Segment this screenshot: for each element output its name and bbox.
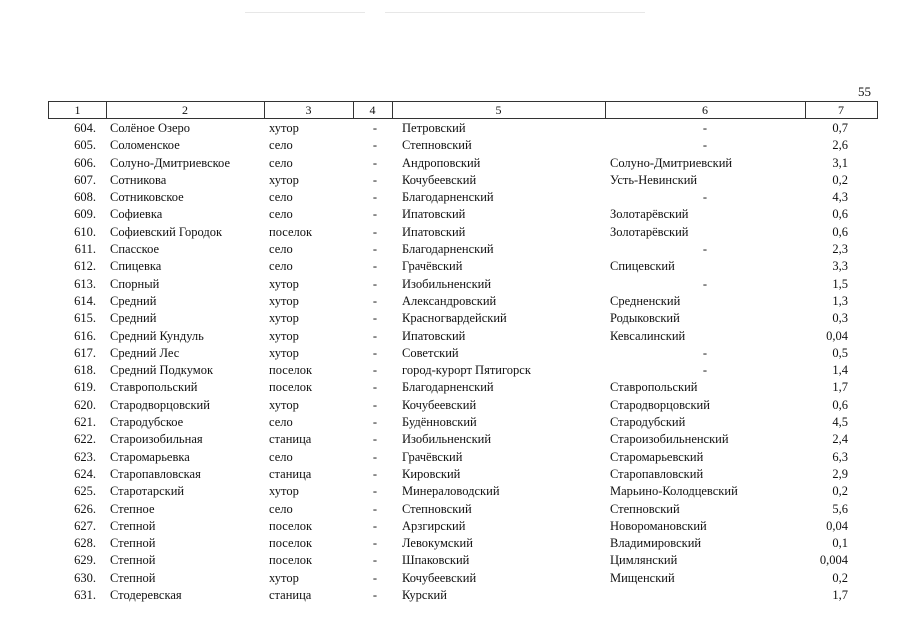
row-number: 623. — [74, 449, 96, 464]
table-row — [48, 189, 878, 206]
district-name: Изобильненский — [402, 432, 492, 447]
row-number: 619. — [74, 380, 96, 395]
settlement-name: Софиевка — [110, 207, 163, 222]
municipality-name: Староизобильненский — [610, 432, 729, 447]
district-name: Кочубеевский — [402, 397, 477, 412]
distance-value: 0,04 — [826, 328, 848, 343]
settlement-name: Ставропольский — [110, 380, 198, 395]
settlement-type: поселок — [269, 363, 313, 378]
settlement-name: Спицевка — [110, 259, 162, 274]
col4-dash: - — [372, 242, 378, 257]
settlement-type: хутор — [269, 172, 299, 187]
municipality-name: Марьино-Колодцевский — [610, 484, 738, 499]
col4-dash: - — [372, 518, 378, 533]
col4-dash: - — [372, 501, 378, 516]
settlement-name: Средний — [110, 311, 157, 326]
municipality-name: - — [702, 138, 708, 153]
district-name: Арзгирский — [402, 518, 466, 533]
row-number: 614. — [74, 293, 96, 308]
municipality-name: - — [702, 363, 708, 378]
table-row — [48, 379, 878, 396]
district-name: Кировский — [402, 466, 461, 481]
settlement-type: село — [269, 449, 293, 464]
municipality-name: Усть-Невинский — [610, 172, 698, 187]
distance-value: 3,1 — [832, 155, 848, 170]
settlement-name: Спасское — [110, 242, 160, 257]
col4-dash: - — [372, 536, 378, 551]
settlement-name: Стодеревская — [110, 588, 182, 603]
municipality-name: Стародубский — [610, 415, 686, 430]
settlement-type: хутор — [269, 397, 299, 412]
row-number: 608. — [74, 190, 96, 205]
table-row — [48, 552, 878, 569]
col4-dash: - — [372, 363, 378, 378]
distance-value: 4,5 — [832, 415, 848, 430]
row-number: 620. — [74, 397, 96, 412]
settlement-type: село — [269, 501, 293, 516]
header-col-4: 4 — [353, 102, 393, 118]
col4-dash: - — [372, 276, 378, 291]
district-name: город-курорт Пятигорск — [402, 363, 531, 378]
row-number: 609. — [74, 207, 96, 222]
header-col-2: 2 — [106, 102, 265, 118]
col4-dash: - — [372, 311, 378, 326]
col4-dash: - — [372, 172, 378, 187]
municipality-name: Новоромановский — [610, 518, 707, 533]
settlement-type: хутор — [269, 311, 299, 326]
settlement-name: Солуно-Дмитриевское — [110, 155, 231, 170]
row-number: 606. — [74, 155, 96, 170]
row-number: 630. — [74, 570, 96, 585]
row-number: 629. — [74, 553, 96, 568]
distance-value: 2,4 — [832, 432, 848, 447]
table-row — [48, 414, 878, 431]
row-number: 607. — [74, 172, 96, 187]
distance-value: 3,3 — [832, 259, 848, 274]
settlement-name: Старотарский — [110, 484, 185, 499]
settlement-name: Софиевский Городок — [110, 224, 223, 239]
municipality-name: Спицевский — [610, 259, 675, 274]
settlement-type: поселок — [269, 224, 313, 239]
header-col-5: 5 — [392, 102, 606, 118]
district-name: Андроповский — [402, 155, 481, 170]
settlement-name: Степной — [110, 570, 156, 585]
district-name: Александровский — [402, 293, 497, 308]
municipality-name: Родыковский — [610, 311, 680, 326]
settlement-name: Стародубское — [110, 415, 184, 430]
row-number: 621. — [74, 415, 96, 430]
district-name: Ипатовский — [402, 224, 466, 239]
district-name: Красногвардейский — [402, 311, 507, 326]
settlement-type: хутор — [269, 121, 299, 135]
row-number: 615. — [74, 311, 96, 326]
col4-dash: - — [372, 588, 378, 603]
settlements-table — [48, 101, 878, 604]
municipality-name: Старопавловский — [610, 466, 704, 481]
distance-value: 0,5 — [832, 345, 848, 360]
municipality-name: - — [702, 242, 708, 257]
table-row — [48, 466, 878, 483]
row-number: 605. — [74, 138, 96, 153]
table-row — [48, 120, 878, 137]
row-number: 618. — [74, 363, 96, 378]
settlement-name: Степной — [110, 518, 156, 533]
settlement-type: поселок — [269, 536, 313, 551]
col4-dash: - — [372, 570, 378, 585]
col4-dash: - — [372, 138, 378, 153]
distance-value: 0,2 — [832, 172, 848, 187]
distance-value: 1,4 — [832, 363, 848, 378]
table-row — [48, 328, 878, 345]
municipality-name: Солуно-Дмитриевский — [610, 155, 733, 170]
row-number: 624. — [74, 466, 96, 481]
distance-value: 1,7 — [832, 588, 848, 603]
table-row — [48, 570, 878, 587]
district-name: Благодарненский — [402, 242, 494, 257]
settlement-type: село — [269, 190, 293, 205]
municipality-name: - — [702, 345, 708, 360]
row-number: 604. — [74, 121, 96, 135]
distance-value: 0,2 — [832, 570, 848, 585]
table-header — [48, 101, 878, 119]
row-number: 622. — [74, 432, 96, 447]
col4-dash: - — [372, 397, 378, 412]
table-row — [48, 431, 878, 448]
col4-dash: - — [372, 484, 378, 499]
settlement-type: село — [269, 138, 293, 153]
row-number: 627. — [74, 518, 96, 533]
municipality-name: Старомарьевский — [610, 449, 704, 464]
district-name: Минераловодский — [402, 484, 500, 499]
table-row — [48, 483, 878, 500]
municipality-name: Золотарёвский — [610, 224, 689, 239]
distance-value: 0,004 — [819, 553, 848, 568]
distance-value: 5,6 — [832, 501, 848, 516]
municipality-name: Ставропольский — [610, 380, 698, 395]
scan-artifact — [385, 12, 645, 13]
distance-value: 1,7 — [832, 380, 848, 395]
municipality-name: - — [702, 276, 708, 291]
settlement-type: станица — [269, 432, 312, 447]
settlement-type: село — [269, 207, 293, 222]
table-row — [48, 241, 878, 258]
row-number: 631. — [74, 588, 96, 603]
settlement-type: хутор — [269, 293, 299, 308]
settlement-name: Средний Кундуль — [110, 328, 204, 343]
row-number: 616. — [74, 328, 96, 343]
settlement-name: Староизобильная — [110, 432, 203, 447]
distance-value: 6,3 — [832, 449, 848, 464]
municipality-name: Кевсалинский — [610, 328, 686, 343]
settlement-name: Средний Лес — [110, 345, 180, 360]
settlement-name: Соломенское — [110, 138, 180, 153]
col4-dash: - — [372, 190, 378, 205]
table-row — [48, 397, 878, 414]
distance-value: 0,2 — [832, 484, 848, 499]
table-row — [48, 258, 878, 275]
district-name: Кочубеевский — [402, 172, 477, 187]
header-col-7: 7 — [838, 103, 844, 117]
settlement-name: Средний — [110, 293, 157, 308]
scan-artifact — [245, 12, 365, 13]
settlement-name: Степной — [110, 536, 156, 551]
distance-value: 0,6 — [832, 207, 848, 222]
settlement-name: Сотникова — [110, 172, 167, 187]
municipality-name: - — [702, 190, 708, 205]
table-row — [48, 535, 878, 552]
distance-value: 0,04 — [826, 518, 848, 533]
settlement-type: хутор — [269, 484, 299, 499]
district-name: Ипатовский — [402, 207, 466, 222]
col4-dash: - — [372, 293, 378, 308]
row-number: 610. — [74, 224, 96, 239]
settlement-type: село — [269, 259, 293, 274]
col4-dash: - — [372, 121, 378, 135]
row-number: 613. — [74, 276, 96, 291]
settlement-type: поселок — [269, 380, 313, 395]
municipality-name: Владимировский — [610, 536, 702, 551]
settlement-name: Степное — [110, 501, 155, 516]
settlement-type: хутор — [269, 276, 299, 291]
col4-dash: - — [372, 259, 378, 274]
table-row — [48, 587, 878, 604]
municipality-name: Стародворцовский — [610, 397, 710, 412]
distance-value: 4,3 — [832, 190, 848, 205]
table-row — [48, 206, 878, 223]
row-number: 626. — [74, 501, 96, 516]
col4-dash: - — [372, 553, 378, 568]
table-row — [48, 345, 878, 362]
settlement-type: хутор — [269, 328, 299, 343]
distance-value: 0,6 — [832, 397, 848, 412]
distance-value: 2,3 — [832, 242, 848, 257]
table-row — [48, 137, 878, 154]
col4-dash: - — [372, 155, 378, 170]
table-row — [48, 310, 878, 327]
table-row — [48, 276, 878, 293]
district-name: Кочубеевский — [402, 570, 477, 585]
distance-value: 2,6 — [832, 138, 848, 153]
page-number: 55 — [858, 84, 871, 99]
settlement-type: хутор — [269, 345, 299, 360]
row-number: 628. — [74, 536, 96, 551]
district-name: Ипатовский — [402, 328, 466, 343]
settlement-name: Солёное Озеро — [110, 121, 190, 135]
header-col-3: 3 — [264, 102, 354, 118]
row-number: 611. — [74, 242, 96, 257]
district-name: Степновский — [402, 501, 472, 516]
row-number: 625. — [74, 484, 96, 499]
district-name: Будённовский — [402, 415, 477, 430]
table-row — [48, 449, 878, 466]
district-name: Грачёвский — [402, 259, 463, 274]
district-name: Изобильненский — [402, 276, 492, 291]
settlement-name: Степной — [110, 553, 156, 568]
table-body — [48, 119, 878, 604]
district-name: Петровский — [402, 121, 466, 135]
table-row — [48, 172, 878, 189]
municipality-name: - — [702, 121, 708, 135]
distance-value: 0,6 — [832, 224, 848, 239]
district-name: Шпаковский — [402, 553, 470, 568]
district-name: Степновский — [402, 138, 472, 153]
col4-dash: - — [372, 415, 378, 430]
settlement-type: поселок — [269, 553, 313, 568]
table-row — [48, 362, 878, 379]
col4-dash: - — [372, 466, 378, 481]
col4-dash: - — [372, 380, 378, 395]
municipality-name: Мищенский — [610, 570, 675, 585]
distance-value: 1,5 — [832, 276, 848, 291]
settlement-type: станица — [269, 466, 312, 481]
municipality-name: Степновский — [610, 501, 680, 516]
header-col-6: 6 — [605, 102, 806, 118]
col4-dash: - — [372, 224, 378, 239]
municipality-name: Золотарёвский — [610, 207, 689, 222]
table-row — [48, 293, 878, 310]
district-name: Благодарненский — [402, 190, 494, 205]
municipality-name: Средненский — [610, 293, 681, 308]
col4-dash: - — [372, 207, 378, 222]
header-col-1: 1 — [49, 102, 107, 118]
row-number: 617. — [74, 345, 96, 360]
table-row — [48, 518, 878, 535]
table-row — [48, 501, 878, 518]
district-name: Курский — [402, 588, 447, 603]
district-name: Грачёвский — [402, 449, 463, 464]
row-number: 612. — [74, 259, 96, 274]
distance-value: 1,3 — [832, 293, 848, 308]
col4-dash: - — [372, 328, 378, 343]
municipality-name: Цимлянский — [610, 553, 678, 568]
settlement-name: Старопавловская — [110, 466, 201, 481]
settlement-name: Средний Подкумок — [110, 363, 214, 378]
district-name: Благодарненский — [402, 380, 494, 395]
col4-dash: - — [372, 432, 378, 447]
distance-value: 0,1 — [832, 536, 848, 551]
distance-value: 2,9 — [832, 466, 848, 481]
settlement-type: село — [269, 242, 293, 257]
settlement-name: Старомарьевка — [110, 449, 190, 464]
col4-dash: - — [372, 449, 378, 464]
table-row — [48, 224, 878, 241]
settlement-name: Спорный — [110, 276, 160, 291]
settlement-name: Стародворцовский — [110, 397, 210, 412]
settlement-type: село — [269, 155, 293, 170]
district-name: Левокумский — [402, 536, 473, 551]
district-name: Советский — [402, 345, 459, 360]
distance-value: 0,7 — [832, 121, 848, 135]
distance-value: 0,3 — [832, 311, 848, 326]
settlement-type: станица — [269, 588, 312, 603]
table-row — [48, 155, 878, 172]
settlement-name: Сотниковское — [110, 190, 184, 205]
settlement-type: хутор — [269, 570, 299, 585]
settlement-type: село — [269, 415, 293, 430]
settlement-type: поселок — [269, 518, 313, 533]
col4-dash: - — [372, 345, 378, 360]
